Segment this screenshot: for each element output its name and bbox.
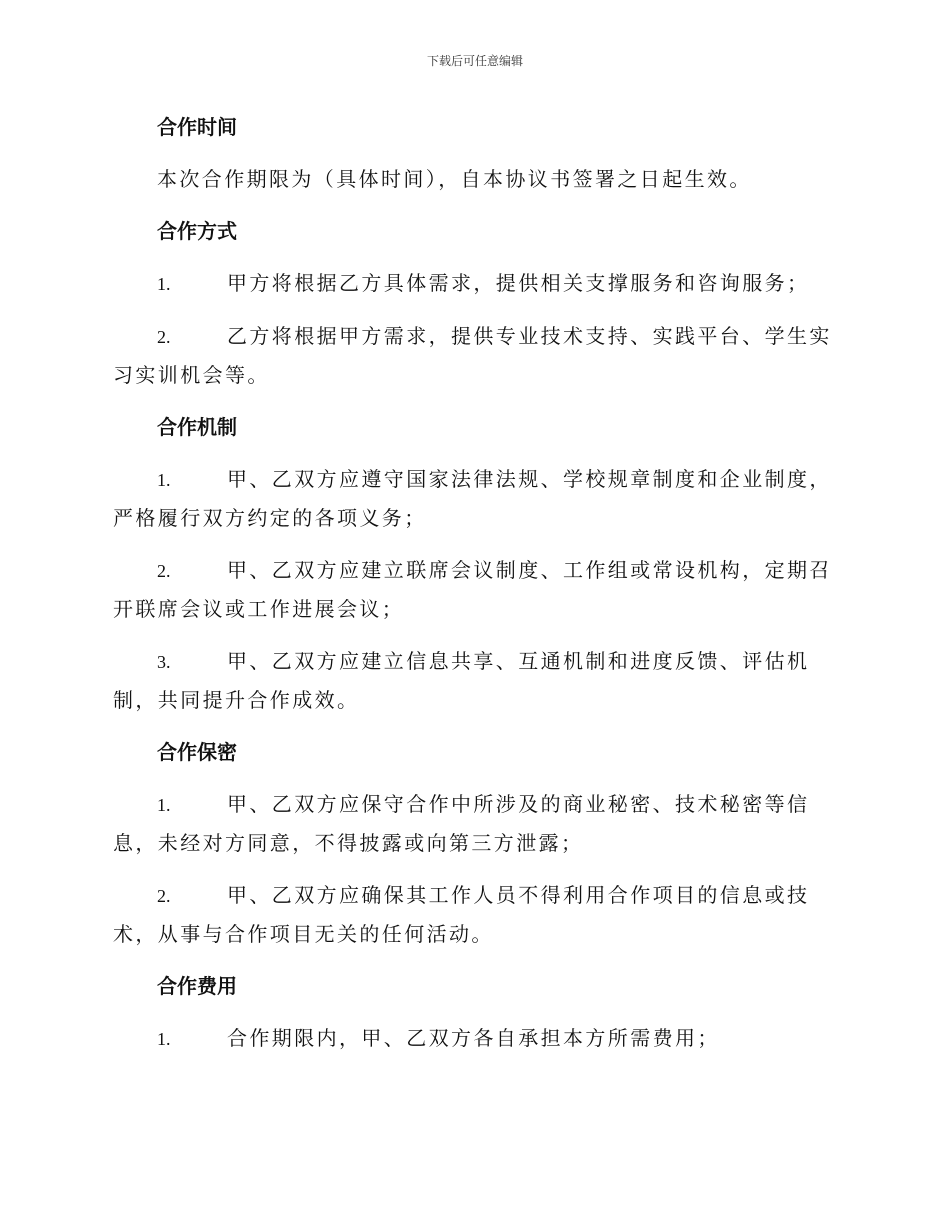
page-header: 下载后可任意编辑 xyxy=(426,54,523,68)
section-heading-method: 合作方式 xyxy=(157,219,237,243)
list-item xyxy=(113,642,833,719)
list-number: 2. xyxy=(157,886,171,906)
list-item xyxy=(113,1019,833,1058)
list-item xyxy=(113,785,833,862)
list-text: 甲、乙双方应保守合作中所涉及的商业秘密、技术秘密等信息，未经对方同意，不得披露或向第三方泄露； xyxy=(113,792,810,855)
paragraph-time: 本次合作期限为（具体时间），自本协议书签署之日起生效。 xyxy=(157,167,752,191)
list-item xyxy=(113,317,833,394)
section-heading-cost: 合作费用 xyxy=(157,974,237,998)
list-number: 3. xyxy=(157,652,171,672)
list-text: 合作期限内，甲、乙双方各自承担本方所需费用； xyxy=(227,1026,720,1050)
list-text: 甲、乙双方应建立信息共享、互通机制和进度反馈、评估机制，共同提升合作成效。 xyxy=(113,649,810,712)
list-number: 1. xyxy=(157,274,171,294)
list-item xyxy=(113,551,833,628)
list-item xyxy=(113,876,833,953)
list-text: 甲、乙双方应遵守国家法律法规、学校规章制度和企业制度，严格履行双方约定的各项义务； xyxy=(113,467,832,530)
list-number: 2. xyxy=(157,561,171,581)
list-item xyxy=(113,264,833,303)
list-number: 1. xyxy=(157,1029,171,1049)
section-heading-time: 合作时间 xyxy=(157,115,237,139)
list-number: 1. xyxy=(157,470,171,490)
section-heading-mechanism: 合作机制 xyxy=(157,415,237,439)
list-text: 甲方将根据乙方具体需求，提供相关支撑服务和咨询服务； xyxy=(227,271,810,295)
list-item xyxy=(113,460,833,537)
list-text: 乙方将根据甲方需求，提供专业技术支持、实践平台、学生实习实训机会等。 xyxy=(113,324,832,387)
list-number: 2. xyxy=(157,327,171,347)
document-body xyxy=(113,108,833,1058)
list-text: 甲、乙双方应确保其工作人员不得利用合作项目的信息或技术，从事与合作项目无关的任何活动。 xyxy=(113,883,810,946)
list-number: 1. xyxy=(157,795,171,815)
list-text: 甲、乙双方应建立联席会议制度、工作组或常设机构，定期召开联席会议或工作进展会议； xyxy=(113,558,832,621)
section-heading-confidentiality: 合作保密 xyxy=(157,740,237,764)
